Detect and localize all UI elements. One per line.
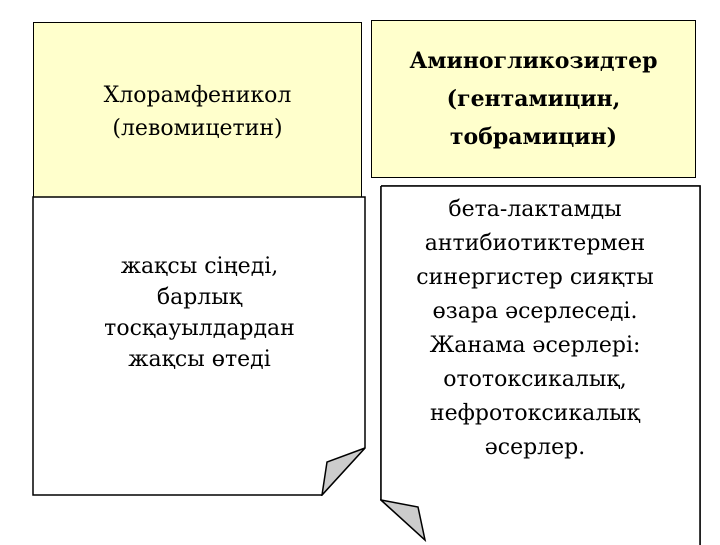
aminoglycosides-effects-note	[380, 185, 702, 545]
aminoglycosides-title: Аминогликозидтер (гентамицин, тобрамицин)	[409, 48, 658, 150]
aminoglycosides-card	[371, 20, 696, 178]
absorption-text: жақсы сіңеді, барлық тосқауылдардан жақсы өтеді	[104, 254, 295, 372]
chloramphenicol-card	[33, 22, 362, 202]
absorption-note	[32, 196, 367, 496]
aminoglycosides-effects-text: бета-лактамды антибиотиктермен синергистер сияқты өзара әсерлеседі. Жанама әсерлері: ототоксикалық, нефротоксикалық әсерлер.	[416, 197, 654, 460]
chloramphenicol-title: Хлорамфеникол (левомицетин)	[103, 83, 292, 141]
